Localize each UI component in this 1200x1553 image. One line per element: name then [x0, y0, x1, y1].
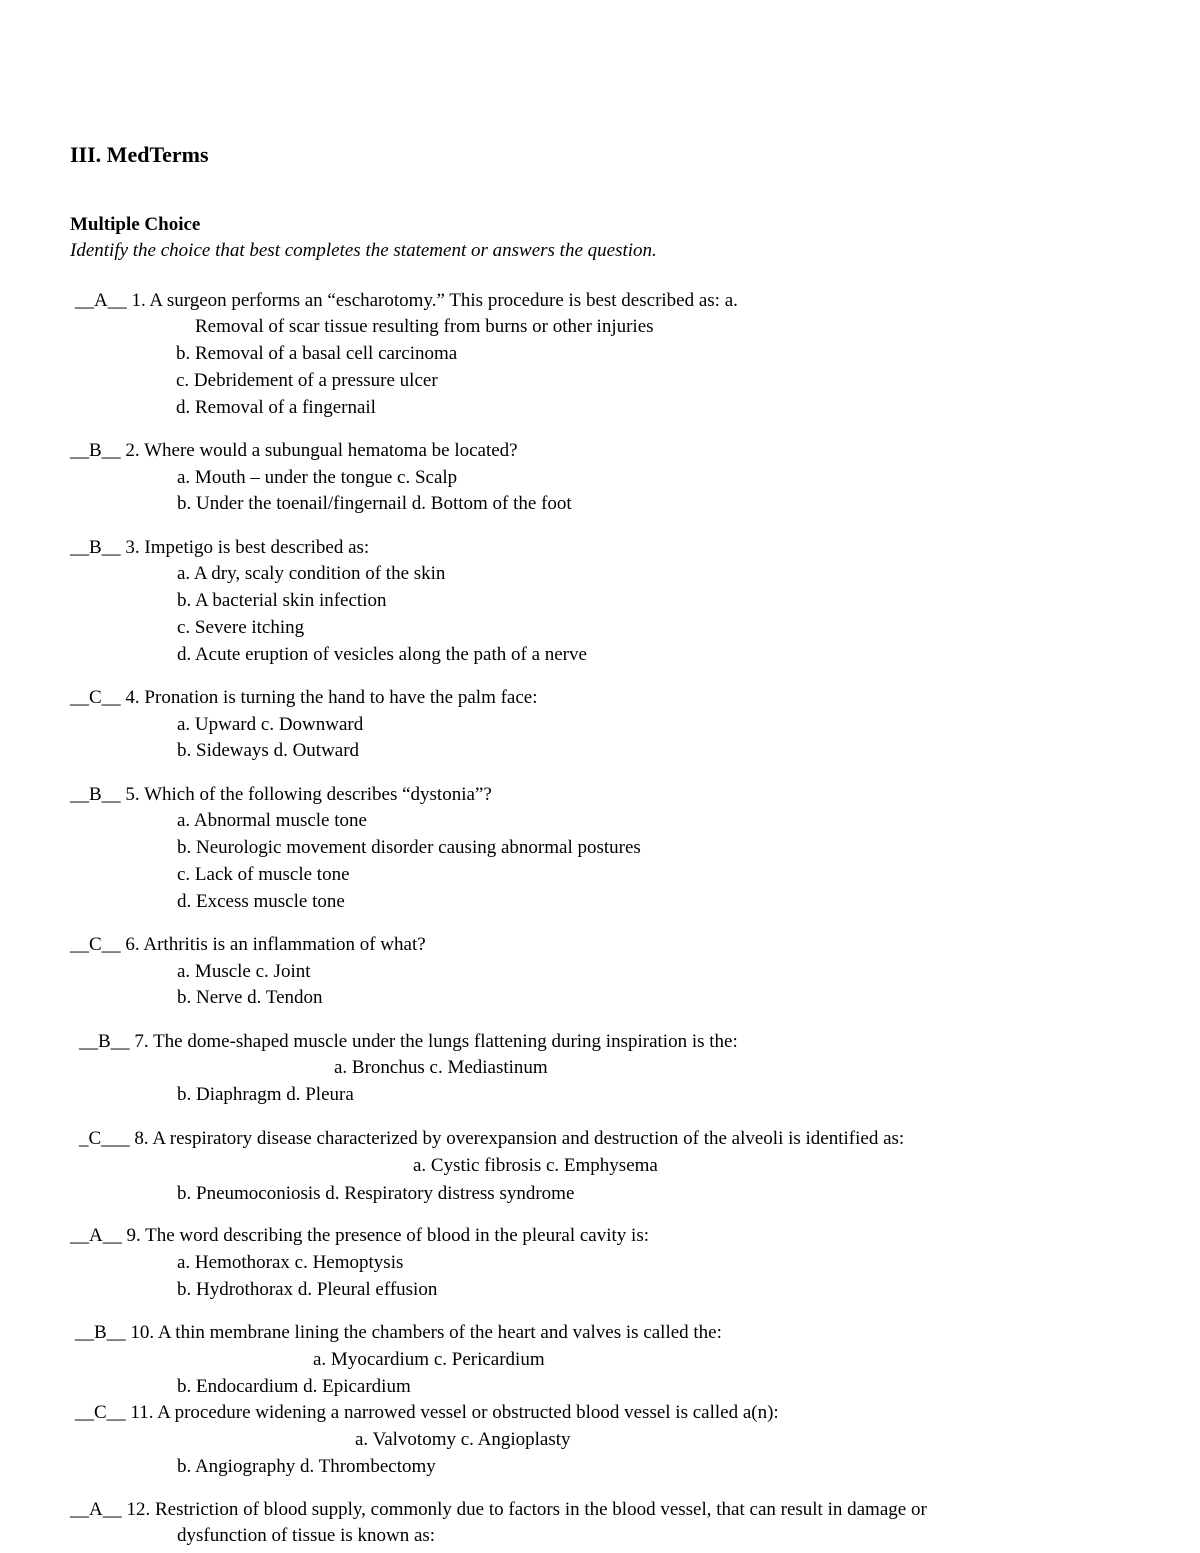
question-11-options-row-2: b. Angiography d. Thrombectomy [177, 1456, 436, 1477]
question-7-options-row-2: b. Diaphragm d. Pleura [177, 1084, 354, 1105]
question-7: __B__ 7. The dome-shaped muscle under the lungs flattening during inspiration is the: [79, 1031, 738, 1052]
question-9-options-row-1: a. Hemothorax c. Hemoptysis [177, 1252, 404, 1273]
instructions: Identify the choice that best completes the statement or answers the question. [70, 240, 657, 261]
question-5-option-b: b. Neurologic movement disorder causing abnormal postures [177, 837, 641, 858]
question-6-options-row-1: a. Muscle c. Joint [177, 961, 311, 982]
section-title: III. MedTerms [70, 142, 209, 167]
question-4-options-row-1: a. Upward c. Downward [177, 714, 364, 735]
question-3-option-b: b. A bacterial skin infection [177, 590, 387, 611]
question-11-options-row-1: a. Valvotomy c. Angioplasty [355, 1429, 571, 1450]
question-10-options-row-2: b. Endocardium d. Epicardium [177, 1376, 411, 1397]
question-3-option-d: d. Acute eruption of vesicles along the path of a nerve [177, 644, 587, 665]
question-1-option-d: d. Removal of a fingernail [176, 397, 376, 418]
question-5: __B__ 5. Which of the following describes “dystonia”? [70, 784, 492, 805]
question-9-options-row-2: b. Hydrothorax d. Pleural effusion [177, 1279, 438, 1300]
question-8-options-row-1: a. Cystic fibrosis c. Emphysema [413, 1155, 658, 1176]
question-5-option-d: d. Excess muscle tone [177, 891, 345, 912]
question-4-options-row-2: b. Sideways d. Outward [177, 740, 360, 761]
question-1-option-a: Removal of scar tissue resulting from burns or other injuries [195, 316, 654, 337]
question-9: __A__ 9. The word describing the presence of blood in the pleural cavity is: [70, 1225, 649, 1246]
question-3-option-a: a. A dry, scaly condition of the skin [177, 563, 446, 584]
question-10: __B__ 10. A thin membrane lining the chambers of the heart and valves is called the: [75, 1322, 722, 1343]
question-2-options-row-1: a. Mouth – under the tongue c. Scalp [177, 467, 458, 488]
question-1-option-c: c. Debridement of a pressure ulcer [176, 370, 438, 391]
subtitle: Multiple Choice [70, 214, 201, 235]
question-3: __B__ 3. Impetigo is best described as: [70, 537, 370, 558]
question-11: __C__ 11. A procedure widening a narrowed vessel or obstructed blood vessel is called a(n): [75, 1402, 779, 1423]
question-6-options-row-2: b. Nerve d. Tendon [177, 987, 323, 1008]
question-5-option-a: a. Abnormal muscle tone [177, 810, 367, 831]
question-6: __C__ 6. Arthritis is an inflammation of what? [70, 934, 426, 955]
question-12: __A__ 12. Restriction of blood supply, commonly due to factors in the blood vessel, that can result in damage or [70, 1499, 927, 1520]
question-7-options-row-1: a. Bronchus c. Mediastinum [334, 1057, 548, 1078]
question-2: __B__ 2. Where would a subungual hematoma be located? [70, 440, 518, 461]
question-1: __A__ 1. A surgeon performs an “escharotomy.” This procedure is best described as: a. [75, 290, 738, 311]
question-2-options-row-2: b. Under the toenail/fingernail d. Bottom of the foot [177, 493, 572, 514]
question-8: _C___ 8. A respiratory disease characterized by overexpansion and destruction of the alveoli is identified as: [79, 1128, 905, 1149]
question-1-option-b: b. Removal of a basal cell carcinoma [176, 343, 458, 364]
question-10-options-row-1: a. Myocardium c. Pericardium [313, 1349, 545, 1370]
question-4: __C__ 4. Pronation is turning the hand to have the palm face: [70, 687, 538, 708]
question-3-option-c: c. Severe itching [177, 617, 305, 638]
question-8-options-row-2: b. Pneumoconiosis d. Respiratory distress syndrome [177, 1183, 575, 1204]
question-12-continuation: dysfunction of tissue is known as: [177, 1525, 436, 1546]
question-5-option-c: c. Lack of muscle tone [177, 864, 350, 885]
